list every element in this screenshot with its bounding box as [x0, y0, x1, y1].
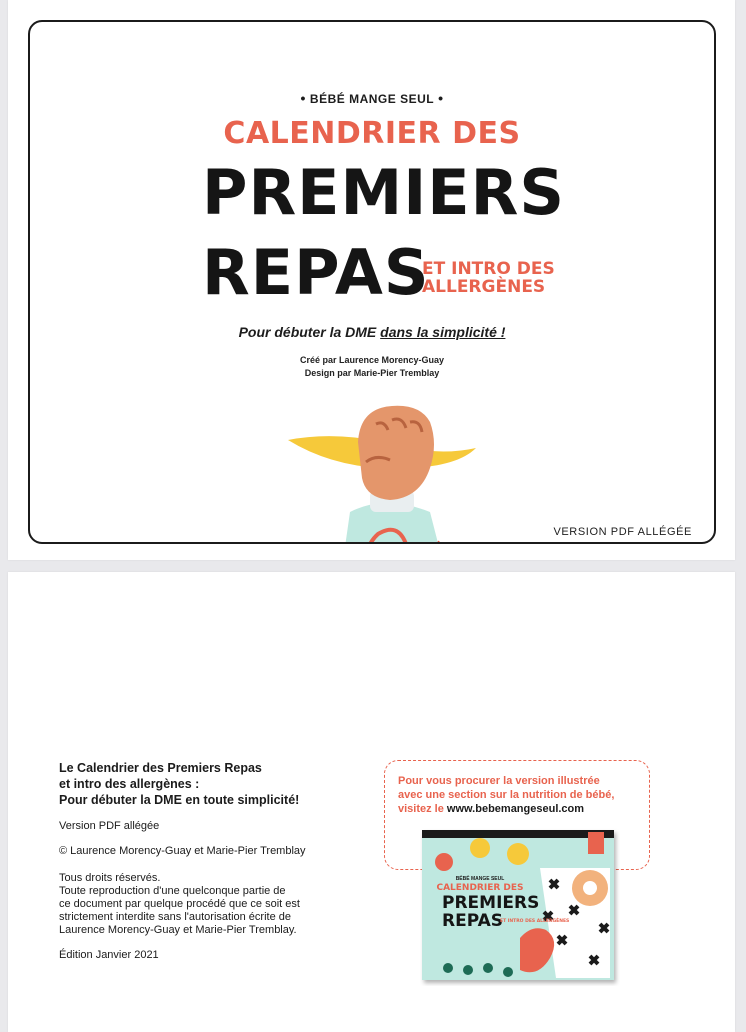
book-line-2: REPAS	[442, 911, 504, 931]
legal-title-3: Pour débuter la DME en toute simplicité!	[59, 793, 300, 807]
promo-text	[398, 774, 648, 816]
legal-rights-5: Laurence Morency-Guay et Marie-Pier Tremblay.	[59, 924, 297, 936]
legal-title-1: Le Calendrier des Premiers Repas	[59, 761, 262, 775]
pdf-page-cover	[8, 0, 735, 560]
title-top: CALENDRIER DES	[223, 116, 521, 151]
cover-credits	[30, 354, 714, 380]
baby-hand-illustration	[280, 402, 490, 544]
title-side-1: ET INTRO DES	[422, 259, 555, 279]
promo-line-3-pre: visitez le	[398, 803, 444, 815]
title-side	[422, 260, 555, 296]
promo-url-link[interactable]: www.bebemangeseul.com	[446, 803, 585, 815]
title-line-1: PREMIERS	[202, 156, 566, 229]
legal-copyright: © Laurence Morency-Guay et Marie-Pier Tremblay	[59, 845, 306, 857]
book-title-top: CALENDRIER DES	[436, 883, 524, 893]
legal-edition: Édition Janvier 2021	[59, 949, 159, 961]
book-brand: BÉBÉ MANGE SEUL	[455, 876, 505, 882]
promo-line-3	[398, 802, 648, 816]
book-cover-thumbnail	[420, 828, 620, 986]
brand-line: • BÉBÉ MANGE SEUL •	[300, 90, 444, 106]
legal-rights-4: strictement interdite sans l'autorisation écrite de	[59, 911, 291, 923]
cover-subtitle	[30, 324, 714, 340]
credit-author: Créé par Laurence Morency-Guay	[299, 355, 445, 365]
brand-name: BÉBÉ MANGE SEUL	[309, 92, 435, 106]
legal-block	[59, 760, 359, 962]
subtitle-underlined: dans la simplicité !	[380, 324, 506, 340]
legal-title-2: et intro des allergènes :	[59, 777, 200, 791]
credit-design: Design par Marie-Pier Tremblay	[304, 368, 440, 378]
pdf-page-colophon	[8, 572, 735, 1032]
title-side-2: ALLERGÈNES	[422, 277, 546, 297]
legal-rights-1: Tous droits réservés.	[59, 872, 161, 884]
subtitle-text: Pour débuter la DME	[238, 324, 377, 340]
book-side: ET INTRO DES ALLERGÈNES	[500, 919, 570, 924]
promo-line-1: Pour vous procurer la version illustrée	[398, 775, 600, 787]
version-tag: VERSION PDF ALLÉGÉE	[553, 526, 692, 538]
legal-version: Version PDF allégée	[59, 820, 160, 832]
book-line-1: PREMIERS	[442, 893, 540, 913]
title-line-2: REPAS	[202, 236, 430, 309]
promo-line-2: avec une section sur la nutrition de bébé,	[398, 789, 615, 801]
legal-rights-2: Toute reproduction d'une quelconque partie de	[59, 885, 286, 897]
legal-rights-3: ce document par quelque procédé que ce soit est	[59, 898, 300, 910]
cover-frame	[28, 20, 716, 544]
